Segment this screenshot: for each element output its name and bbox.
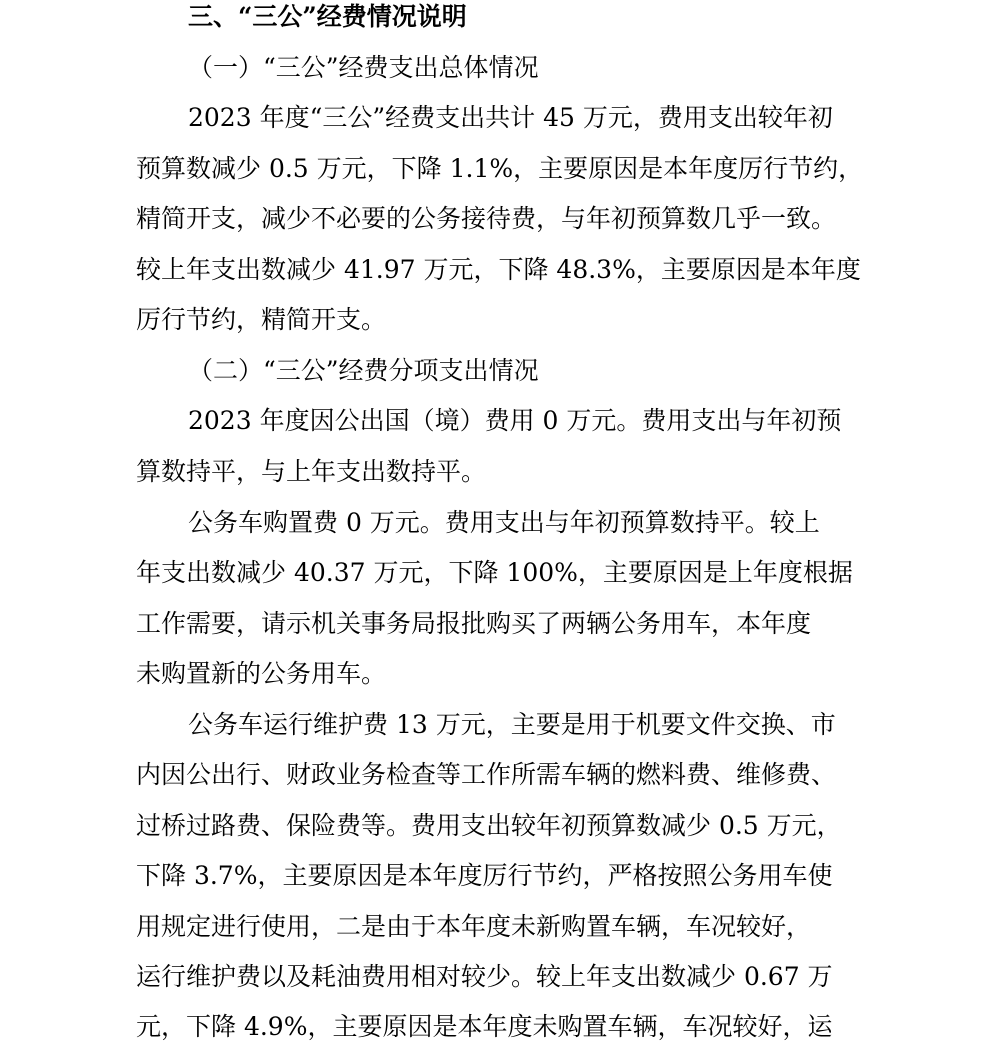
paragraph-line: 过桥过路费、保险费等。费用支出较年初预算数减少 0.5 万元， (136, 811, 842, 840)
paragraph-line: 精简开支，减少不必要的公务接待费，与年初预算数几乎一致。 (136, 204, 837, 233)
paragraph-line: 2023 年度“三公”经费支出共计 45 万元，费用支出较年初 (188, 103, 833, 132)
section-heading: 三、“三公”经费情况说明 (188, 2, 467, 31)
subsection-heading-overall: （一）“三公”经费支出总体情况 (188, 53, 539, 82)
paragraph-line: 未购置新的公务用车。 (136, 659, 387, 688)
paragraph-line: 算数持平，与上年支出数持平。 (136, 457, 487, 486)
paragraph-line: 预算数减少 0.5 万元，下降 1.1%，主要原因是本年度厉行节约， (136, 154, 864, 183)
paragraph-line: 下降 3.7%，主要原因是本年度厉行节约，严格按照公务用车使 (136, 861, 833, 890)
paragraph-line: 厉行节约，精简开支。 (136, 305, 387, 334)
paragraph-line: 公务车购置费 0 万元。费用支出与年初预算数持平。较上 (188, 508, 820, 537)
paragraph-line: 工作需要，请示机关事务局报批购买了两辆公务用车，本年度 (136, 609, 812, 638)
paragraph-line: 公务车运行维护费 13 万元，主要是用于机要文件交换、市 (188, 710, 836, 739)
subsection-heading-itemized: （二）“三公”经费分项支出情况 (188, 356, 539, 385)
paragraph-line: 元，下降 4.9%，主要原因是本年度未购置车辆，车况较好，运 (136, 1012, 833, 1041)
paragraph-line: 用规定进行使用，二是由于本年度未新购置车辆，车况较好， (136, 912, 812, 941)
paragraph-line: 运行维护费以及耗油费用相对较少。较上年支出数减少 0.67 万 (136, 962, 833, 991)
paragraph-line: 内因公出行、财政业务检查等工作所需车辆的燃料费、维修费、 (136, 760, 837, 789)
paragraph-line: 年支出数减少 40.37 万元，下降 100%，主要原因是上年度根据 (136, 558, 853, 587)
paragraph-line: 较上年支出数减少 41.97 万元，下降 48.3%，主要原因是本年度 (136, 255, 861, 284)
paragraph-line: 2023 年度因公出国（境）费用 0 万元。费用支出与年初预 (188, 406, 842, 435)
